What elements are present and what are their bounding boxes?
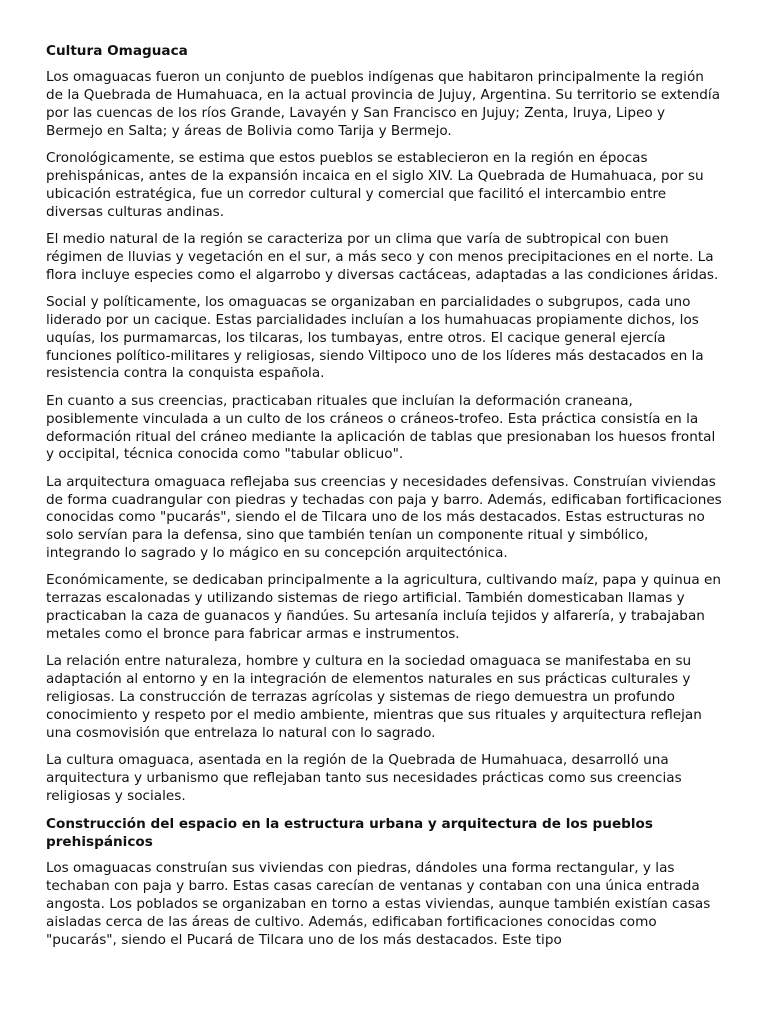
body-paragraph: Los omaguacas fueron un conjunto de pueblos indígenas que habitaron principalmente la región de la Quebrada de Humahuaca, en la actual provincia de Jujuy, Argentina. Su territorio se extendía por las cuencas de los ríos Grande, Lavayén y San Francisco en Jujuy; Zenta, Iruya, Lipeo y Bermejo en Salta; y áreas de Bolivia como Tarija y Bermejo. bbox=[46, 69, 721, 139]
body-paragraph: En cuanto a sus creencias, practicaban rituales que incluían la deformación craneana, posiblemente vinculada a un culto de los cráneos o cráneos-trofeo. Esta práctica consistía en la deformación ritual del cráneo mediante la aplicación de tablas que presionaban los huesos frontal y occipital, técnica conocida como "tabular oblicuo". bbox=[46, 392, 716, 463]
section-heading: Construcción del espacio en la estructura urbana y arquitectura de los pueblos prehispánicos bbox=[46, 816, 653, 851]
body-paragraph: La arquitectura omaguaca reflejaba sus creencias y necesidades defensivas. Construían viviendas de forma cuadrangular con piedras y techadas con paja y barro. Además, edificaban fortificaciones conocidas como "pucarás", siendo el de Tilcara uno de los más destacados. Estas estructuras no solo servían para la defensa, sino que también tenían un componente ritual y simbólico, integrando lo sagrado y lo mágico en su concepción arquitectónica. bbox=[46, 473, 722, 562]
document-title: Cultura Omaguaca bbox=[46, 43, 188, 59]
body-paragraph: Social y políticamente, los omaguacas se organizaban en parcialidades o subgrupos, cada uno liderado por un cacique. Estas parcialidades incluían a los humahuacas propiamente dichos, los uquías, los purmamarcas, los tilcaras, los tumbayas, entre otros. El cacique general ejercía funciones político-militares y religiosas, siendo Viltipoco uno de los líderes más destacados en la resistencia contra la conquista española. bbox=[46, 293, 704, 382]
body-paragraph: Económicamente, se dedicaban principalmente a la agricultura, cultivando maíz, papa y quinua en terrazas escalonadas y utilizando sistemas de riego artificial. También domesticaban llamas y practicaban la caza de guanacos y ñandúes. Su artesanía incluía tejidos y alfarería, y trabajaban metales como el bronce para fabricar armas e instrumentos. bbox=[46, 572, 722, 643]
body-paragraph: Los omaguacas construían sus viviendas con piedras, dándoles una forma rectangular, y las techaban con paja y barro. Estas casas carecían de ventanas y contaban con una única entrada angosta. Los poblados se organizaban en torno a estas viviendas, aunque también existían casas aisladas cerca de las áreas de cultivo. Además, edificaban fortificaciones conocidas como "pucarás", siendo el Pucará de Tilcara uno de los más destacados. Este tipo bbox=[46, 860, 711, 948]
body-paragraph: La cultura omaguaca, asentada en la región de la Quebrada de Humahuaca, desarrolló una arquitectura y urbanismo que reflejaban tanto sus necesidades prácticas como sus creencias religiosas y sociales. bbox=[46, 752, 682, 804]
body-paragraph: La relación entre naturaleza, hombre y cultura en la sociedad omaguaca se manifestaba en su adaptación al entorno y en la integración de elementos naturales en sus prácticas culturales y religiosas. La construcción de terrazas agrícolas y sistemas de riego demuestra un profundo conocimiento y respeto por el medio ambiente, mientras que sus rituales y arquitectura reflejan una cosmovisión que entrelaza lo natural con lo sagrado. bbox=[46, 653, 702, 741]
body-paragraph: Cronológicamente, se estima que estos pueblos se establecieron en la región en épocas prehispánicas, antes de la expansión incaica en el siglo XIV. La Quebrada de Humahuaca, por su ubicación estratégica, fue un corredor cultural y comercial que facilitó el intercambio entre diversas culturas andinas. bbox=[46, 149, 704, 220]
body-paragraph: El medio natural de la región se caracteriza por un clima que varía de subtropical con buen régimen de lluvias y vegetación en el sur, a más seco y con menos precipitaciones en el norte. La flora incluye especies como el algarrobo y diversas cactáceas, adaptadas a las condiciones áridas. bbox=[46, 230, 719, 283]
